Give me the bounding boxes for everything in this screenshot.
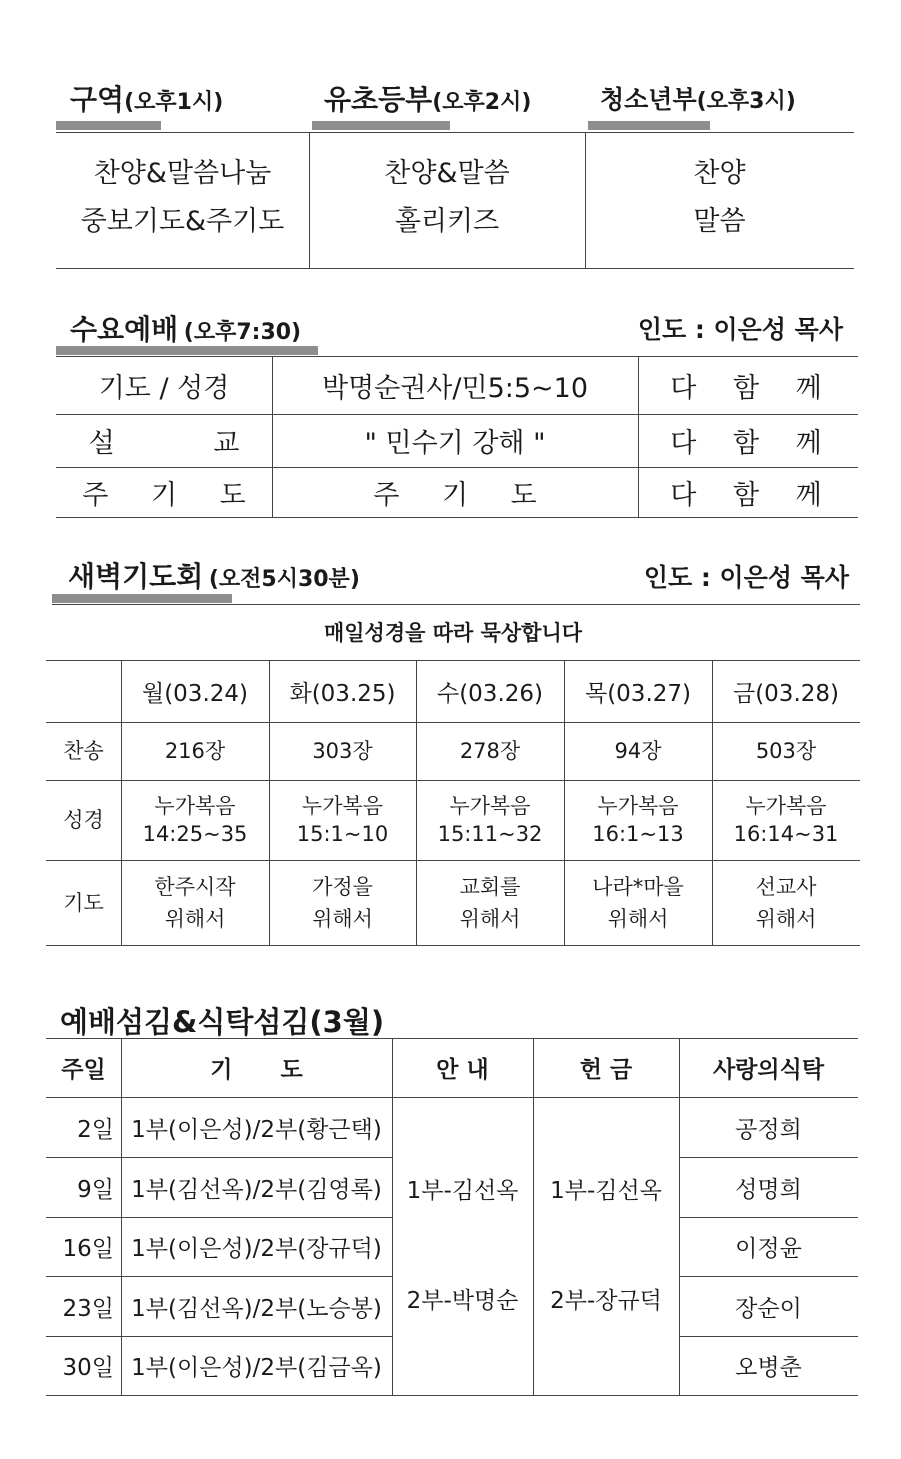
bible-book: 누가복음: [449, 794, 531, 818]
bible-cell: [269, 780, 416, 860]
bible-cell: [121, 780, 269, 860]
table-duty-cell: 성명희: [735, 1176, 802, 1203]
row-content: 주 기 도: [373, 479, 537, 511]
column-header: 헌 금: [579, 1057, 633, 1083]
prayer-topic: 한주시작: [154, 874, 236, 899]
section-title: 예배섬김&식탁섬김(3월): [60, 1005, 385, 1039]
prayer-duty-cell: 1부(김선옥)/2부(노승봉): [131, 1295, 382, 1322]
prayer-topic: 가정을: [312, 874, 373, 899]
bible-verse: 15:11~32: [437, 822, 543, 846]
group-time: (오후2시): [432, 90, 532, 115]
divider: [56, 517, 858, 518]
column-header: 기 도: [210, 1057, 303, 1083]
bible-book: 누가복음: [745, 794, 827, 818]
prayer-suffix: 위해서: [164, 906, 226, 931]
row-label: 찬송: [63, 739, 104, 763]
table-duty-cell: 장순이: [735, 1295, 802, 1322]
group-title: 청소년부: [600, 85, 697, 114]
prayer-duty-cell: 1부(이은성)/2부(장규덕): [131, 1236, 382, 1262]
offering-cell: 1부-김선옥: [550, 1177, 662, 1204]
day-header: 수(03.26): [436, 680, 543, 707]
group-header-1: [70, 78, 223, 118]
group-header-2: [324, 78, 531, 118]
guide-cell: 1부-김선옥: [406, 1177, 519, 1204]
leader-text: 인도 : 이은성 목사: [637, 315, 843, 344]
dawn-header: [68, 555, 360, 595]
header-underline: [312, 121, 450, 130]
date-cell: 2일: [77, 1116, 114, 1143]
prayer-topic: 나라*마을: [592, 874, 684, 899]
row-content: " 민수기 강해 ": [364, 428, 546, 459]
prayer-duty-cell: 1부(이은성)/2부(황근택): [131, 1116, 382, 1143]
table-duty-cell: 공정희: [735, 1116, 802, 1143]
hymn-cell: 94장: [614, 739, 662, 763]
activity-text: 찬양&말씀: [384, 157, 510, 189]
bible-book: 누가복음: [301, 794, 384, 818]
prayer-cell: [712, 860, 860, 945]
prayer-duty-cell: 1부(이은성)/2부(김금옥): [131, 1355, 382, 1381]
header-underline: [56, 346, 318, 355]
prayer-topic: 선교사: [755, 874, 817, 899]
day-header: 화(03.25): [289, 680, 396, 707]
bible-book: 누가복음: [154, 794, 236, 818]
row-label: 기도 / 성경: [98, 372, 230, 404]
row-participants: 다 함 께: [670, 372, 836, 404]
row-label: 설 교: [88, 428, 240, 459]
date-cell: 9일: [77, 1176, 114, 1203]
row-participants: 다 함 께: [670, 479, 836, 511]
group-title: 구역: [70, 83, 125, 116]
group-activities-1: [56, 150, 309, 245]
wednesday-header: [70, 308, 301, 348]
bible-cell: [564, 780, 712, 860]
header-underline: [56, 121, 161, 130]
activity-text: 홀리키즈: [394, 205, 500, 237]
bible-verse: 15:1~10: [296, 822, 389, 846]
section-time: (오후7:30): [183, 320, 302, 345]
date-cell: 16일: [62, 1236, 114, 1262]
activity-text: 말씀: [693, 205, 746, 237]
header-underline: [588, 121, 710, 130]
divider: [56, 268, 854, 269]
row-content: 박명순권사/민5:5~10: [321, 372, 589, 404]
hymn-cell: 278장: [459, 739, 521, 763]
group-header-3: [600, 80, 796, 116]
prayer-cell: [269, 860, 416, 945]
prayer-suffix: 위해서: [312, 906, 373, 931]
group-title: 유초등부: [324, 83, 433, 116]
prayer-cell: [564, 860, 712, 945]
activity-text: 중보기도&주기도: [80, 205, 285, 237]
day-header: 금(03.28): [732, 680, 839, 707]
dawn-subtitle: 매일성경을 따라 묵상합니다: [323, 621, 583, 645]
column-header: 안 내: [436, 1057, 489, 1083]
group-activities-3: [585, 150, 854, 245]
column-header: 사랑의식탁: [712, 1057, 825, 1083]
activity-text: 찬양: [693, 157, 746, 189]
bible-verse: 14:25~35: [142, 822, 248, 846]
bible-book: 누가복음: [597, 794, 679, 818]
row-label: 기도: [63, 890, 104, 915]
bible-verse: 16:14~31: [733, 822, 839, 846]
section-time: (오전5시30분): [208, 567, 360, 592]
row-participants: 다 함 께: [670, 428, 836, 459]
bible-cell: [416, 780, 564, 860]
prayer-cell: [416, 860, 564, 945]
row-label: 성경: [63, 808, 104, 832]
bible-verse: 16:1~13: [592, 822, 684, 846]
prayer-suffix: 위해서: [755, 906, 817, 931]
hymn-cell: 216장: [164, 739, 226, 763]
row-label: 주 기 도: [82, 479, 246, 511]
group-activities-2: [309, 150, 585, 245]
divider: [46, 945, 860, 946]
prayer-suffix: 위해서: [607, 906, 669, 931]
prayer-cell: [121, 860, 269, 945]
leader-text: 인도 : 이은성 목사: [643, 563, 849, 592]
guide-cell: 2부-박명순: [406, 1287, 519, 1314]
activity-text: 찬양&말씀나눔: [93, 157, 272, 189]
day-header: 월(03.24): [141, 680, 248, 707]
prayer-suffix: 위해서: [459, 906, 521, 931]
divider: [52, 604, 860, 605]
section-title: 수요예배: [70, 313, 179, 346]
day-header: 목(03.27): [584, 680, 691, 707]
header-underline: [52, 594, 232, 603]
table-duty-cell: 이정윤: [735, 1236, 802, 1262]
prayer-duty-cell: 1부(김선옥)/2부(김영록): [131, 1176, 382, 1203]
table-duty-cell: 오병춘: [735, 1355, 802, 1381]
divider: [46, 1395, 858, 1396]
group-time: (오후1시): [124, 90, 224, 115]
hymn-cell: 303장: [312, 739, 373, 763]
prayer-topic: 교회를: [459, 874, 521, 899]
column-header: 주일: [61, 1057, 106, 1083]
offering-cell: 2부-장규덕: [550, 1287, 662, 1314]
date-cell: 23일: [62, 1295, 114, 1322]
group-time: (오후3시): [696, 89, 796, 114]
bible-cell: [712, 780, 860, 860]
section-title: 새벽기도회: [68, 560, 204, 593]
divider: [56, 132, 854, 133]
hymn-cell: 503장: [755, 739, 817, 763]
date-cell: 30일: [62, 1355, 114, 1381]
